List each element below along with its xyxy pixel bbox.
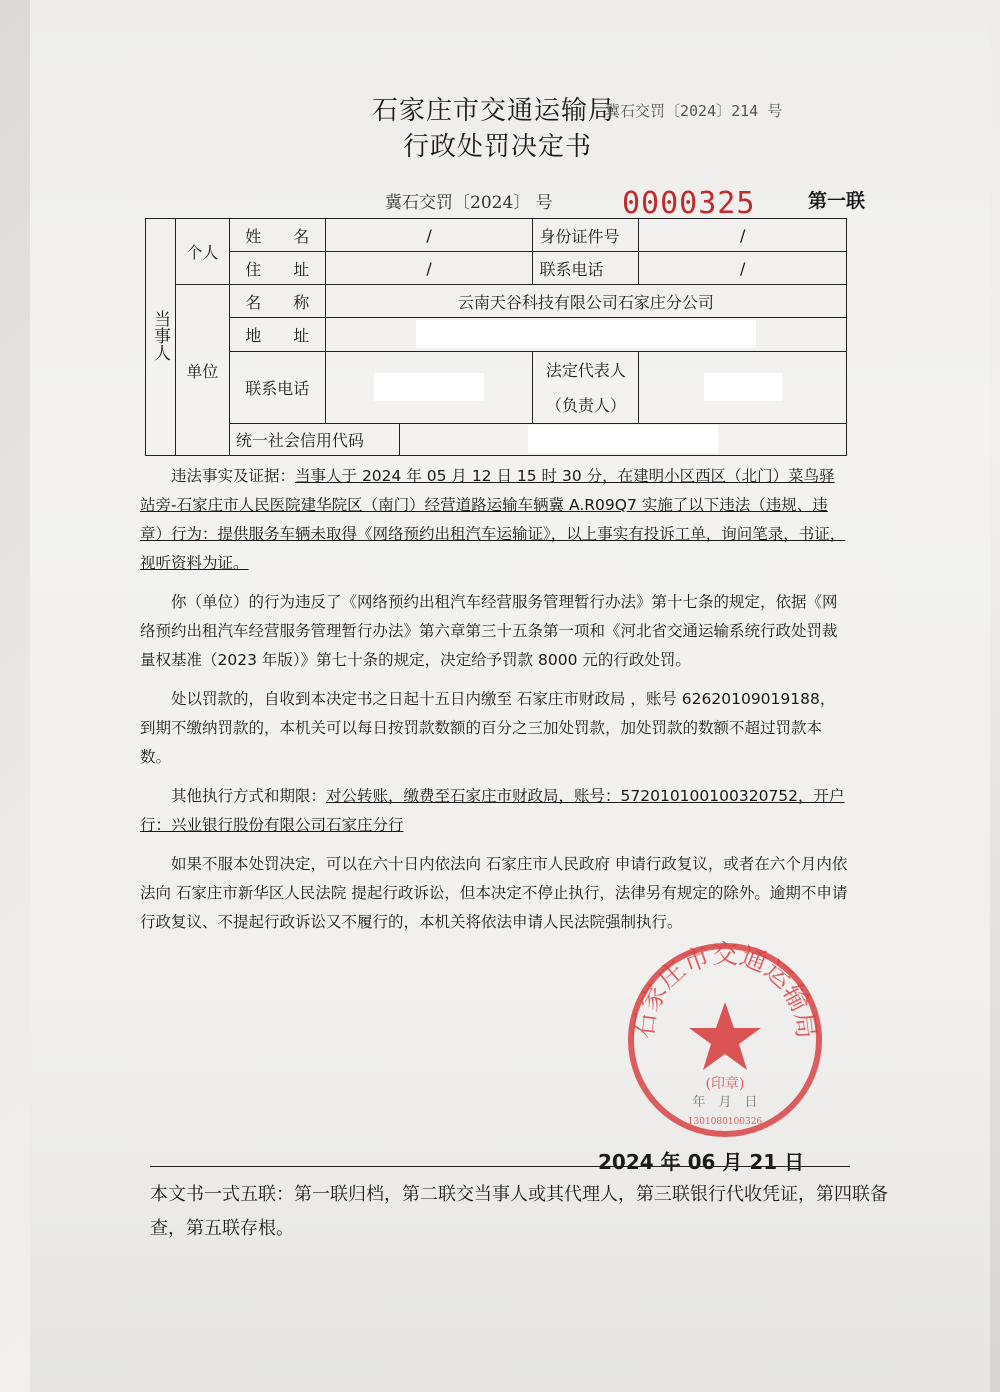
facts-paragraph — [140, 462, 850, 578]
party-info-table — [145, 218, 847, 456]
serial-number: 0000325 — [622, 186, 756, 221]
copy-distribution-note: 本文书一式五联：第一联归档，第二联交当事人或其代理人，第三联银行代收凭证，第四联备查，第五联存根。 — [150, 1184, 888, 1239]
address-value: / — [325, 252, 533, 285]
other-execution-paragraph — [140, 782, 850, 840]
redaction-block — [528, 425, 718, 453]
id-value: / — [639, 219, 847, 252]
official-seal — [625, 940, 825, 1140]
other-execution-text: 对公转账，缴费至石家庄市财政局，账号：572010100100320752，开户行：兴业银行股份有限公司石家庄分行 — [140, 787, 845, 834]
redaction-block — [374, 373, 484, 401]
other-execution-label: 其他执行方式和期限： — [171, 787, 327, 805]
unit-name-value: 云南天谷科技有限公司石家庄分公司 — [325, 285, 846, 318]
legal-rep-value — [639, 351, 847, 423]
decision-date: 2024 年 06 月 21 日 — [598, 1150, 805, 1174]
name-label: 姓 名 — [229, 219, 325, 252]
phone-value: / — [639, 252, 847, 285]
seal-text: 石家庄市交通运输局 — [629, 940, 821, 1041]
address-label: 住 址 — [229, 252, 325, 285]
seal-stamp-label: (印章) — [705, 1076, 745, 1092]
decision-body — [140, 462, 850, 947]
name-value: / — [325, 219, 533, 252]
party-label: 当事人 — [146, 219, 176, 456]
facts-text: 当事人于 2024 年 05 月 12 日 15 时 30 分，在建明小区西区（北门）菜鸟驿站旁-石家庄市人民医院建华院区（南门）经营道路运输车辆冀 A.R09Q7 实施了以下违法（违规、违章）行为：提供服务车辆未取得《网络预约出租汽车运输证》，以上事实有投诉工单，询问笔录，书证，视听资料为证。 — [140, 467, 846, 572]
redaction-block — [704, 373, 782, 401]
id-label: 身份证件号 — [533, 219, 639, 252]
appeal-paragraph: 如果不服本处罚决定，可以在六十日内依法向 石家庄市人民政府 申请行政复议，或者在六个月内依法向 石家庄市新华区人民法院 提起行政诉讼，但本决定不停止执行，法律另有规定的除外。逾期不申请行政复议、不提起行政诉讼又不履行的，本机关将依法申请人民法院强制执行。 — [140, 855, 848, 931]
seal-star-icon — [689, 1002, 761, 1070]
unit-name-label: 名 称 — [229, 285, 325, 318]
phone-label: 联系电话 — [533, 252, 639, 285]
facts-label: 违法事实及证据： — [171, 467, 296, 485]
legal-rep-label: 法定代表人 — [533, 351, 639, 387]
redaction-block — [416, 320, 756, 348]
unit-label: 单位 — [175, 285, 229, 456]
seal-date-hint: 年 月 日 — [692, 1095, 758, 1110]
unit-phone-label: 联系电话 — [229, 351, 325, 423]
signature-divider — [150, 1166, 850, 1167]
payment-paragraph: 处以罚款的，自收到本决定书之日起十五日内缴至 石家庄市财政局 ，账号 62620109019188，到期不缴纳罚款的，本机关可以每日按罚款数额的百分之三加处罚款，加处罚款的数额不超过罚款本数。 — [140, 690, 836, 766]
credit-code-label: 统一社会信用代码 — [229, 423, 399, 455]
unit-address-value — [325, 318, 846, 351]
faint-doc-number-overlay: 冀石交罚〔2024〕214 号 — [605, 102, 783, 120]
copy-label: 第一联 — [808, 190, 866, 212]
document-title-agency: 石家庄市交通运输局 — [372, 96, 616, 126]
document-number-label: 冀石交罚〔2024〕 号 — [385, 193, 553, 213]
credit-code-value — [399, 423, 846, 455]
violation-paragraph: 你（单位）的行为违反了《网络预约出租汽车经营服务管理暂行办法》第十七条的规定，依据《网络预约出租汽车经营服务管理暂行办法》第六章第三十五条第一项和《河北省交通运输系统行政处罚裁量权基准（2023 年版）》第七十条的规定，决定给予罚款 8000 元的行政处罚。 — [140, 593, 838, 669]
seal-code: 1301080100326 — [687, 1117, 763, 1127]
individual-label: 个人 — [175, 219, 229, 285]
unit-address-label: 地 址 — [229, 318, 325, 351]
legal-rep-sub-label: （负责人） — [533, 387, 639, 423]
document-title: 行政处罚决定书 — [403, 132, 593, 162]
unit-phone-value — [325, 351, 533, 423]
